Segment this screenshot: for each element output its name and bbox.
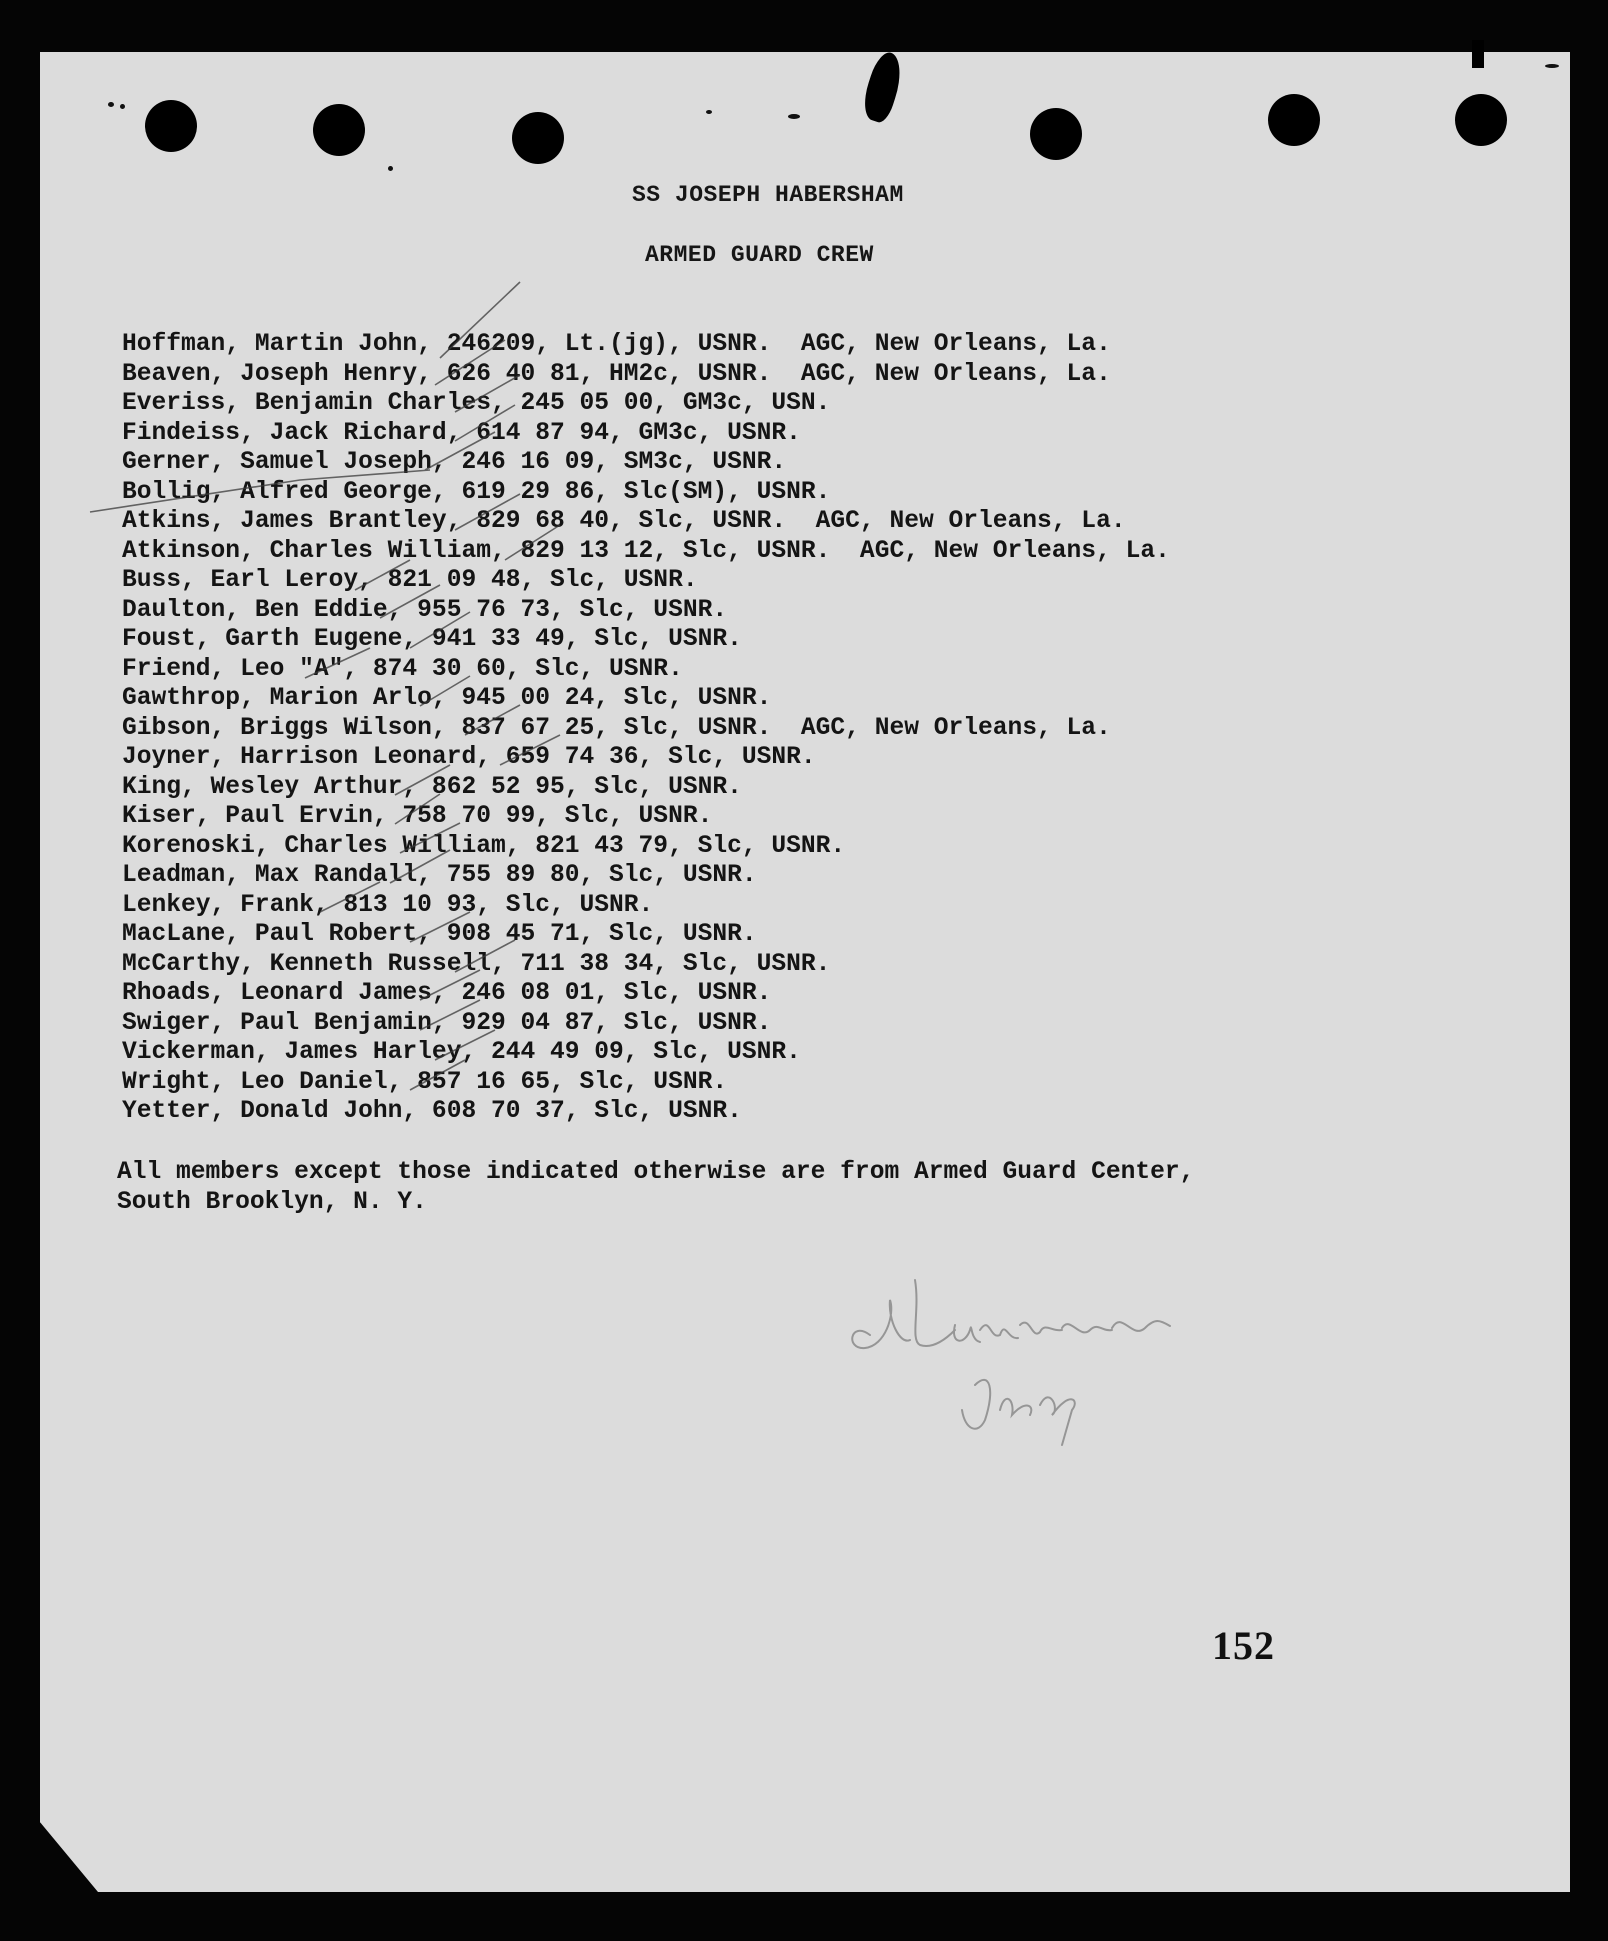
crew-entry: Atkinson, Charles William, 829 13 12, Slc, USNR. AGC, New Orleans, La.: [122, 537, 1170, 565]
crew-entry: Korenoski, Charles William, 821 43 79, Slc, USNR.: [122, 832, 846, 860]
speck: [706, 110, 712, 114]
document-title: SS JOSEPH HABERSHAM: [632, 182, 904, 208]
punch-hole: [313, 104, 365, 156]
page-number: 152: [1212, 1623, 1275, 1668]
document-subtitle: ARMED GUARD CREW: [645, 242, 874, 268]
crew-entry: Swiger, Paul Benjamin, 929 04 87, Slc, USNR.: [122, 1009, 772, 1037]
crew-entry: Vickerman, James Harley, 244 49 09, Slc, USNR.: [122, 1039, 801, 1066]
punch-hole: [1268, 94, 1320, 146]
crew-entry: Wright, Leo Daniel, 857 16 65, Slc, USNR.: [122, 1068, 728, 1096]
punch-hole: [1455, 94, 1507, 146]
paper-tear: [1472, 40, 1484, 68]
crew-entry: Gawthrop, Marion Arlo, 945 00 24, Slc, USNR.: [122, 685, 772, 712]
speck: [788, 114, 800, 119]
punch-hole: [512, 112, 564, 164]
footnote: [117, 1158, 1194, 1218]
crew-entry: Gibson, Briggs Wilson, 837 67 25, Slc, USNR. AGC, New Orleans, La.: [122, 714, 1111, 742]
punch-hole: [145, 100, 197, 152]
crew-entry: Gerner, Samuel Joseph, 246 16 09, SM3c, USNR.: [122, 449, 787, 476]
crew-roster: [122, 330, 1170, 1127]
crew-entry: Leadman, Max Randall, 755 89 80, Slc, USNR.: [122, 862, 757, 889]
crew-entry: Hoffman, Martin John, 246209, Lt.(jg), USNR. AGC, New Orleans, La.: [122, 331, 1111, 358]
crew-entry: Foust, Garth Eugene, 941 33 49, Slc, USNR.: [122, 626, 742, 653]
crew-entry: Joyner, Harrison Leonard, 659 74 36, Slc, USNR.: [122, 744, 816, 771]
speck: [108, 102, 114, 107]
crew-entry: Bollig, Alfred George, 619 29 86, Slc(SM), USNR.: [122, 478, 831, 506]
crew-entry: Rhoads, Leonard James, 246 08 01, Slc, USNR.: [122, 980, 772, 1007]
crew-entry: Daulton, Ben Eddie, 955 76 73, Slc, USNR.: [122, 596, 728, 624]
speck: [120, 104, 125, 109]
crew-entry: Beaven, Joseph Henry, 626 40 81, HM2c, USNR. AGC, New Orleans, La.: [122, 360, 1111, 388]
punch-hole: [1030, 108, 1082, 160]
crew-entry: Everiss, Benjamin Charles, 245 05 00, GM3c, USN.: [122, 390, 831, 417]
crew-entry: King, Wesley Arthur, 862 52 95, Slc, USNR.: [122, 773, 742, 801]
crew-entry: Atkins, James Brantley, 829 68 40, Slc, USNR. AGC, New Orleans, La.: [122, 508, 1126, 535]
crew-entry: McCarthy, Kenneth Russell, 711 38 34, Slc, USNR.: [122, 950, 831, 978]
footnote-line: South Brooklyn, N. Y.: [117, 1189, 427, 1216]
crew-entry: Yetter, Donald John, 608 70 37, Slc, USNR.: [122, 1098, 742, 1125]
footnote-line: All members except those indicated otherwise are from Armed Guard Center,: [117, 1159, 1195, 1186]
crew-entry: Buss, Earl Leroy, 821 09 48, Slc, USNR.: [122, 567, 698, 594]
speck: [1545, 64, 1559, 68]
speck: [388, 166, 393, 171]
crew-entry: Kiser, Paul Ervin, 758 70 99, Slc, USNR.: [122, 803, 713, 830]
crew-entry: Findeiss, Jack Richard, 614 87 94, GM3c, USNR.: [122, 419, 801, 447]
handwritten-signature: [840, 1260, 1240, 1460]
crew-entry: Friend, Leo "A", 874 30 60, Slc, USNR.: [122, 655, 683, 683]
crew-entry: Lenkey, Frank, 813 10 93, Slc, USNR.: [122, 891, 654, 919]
crew-entry: MacLane, Paul Robert, 908 45 71, Slc, USNR.: [122, 921, 757, 948]
